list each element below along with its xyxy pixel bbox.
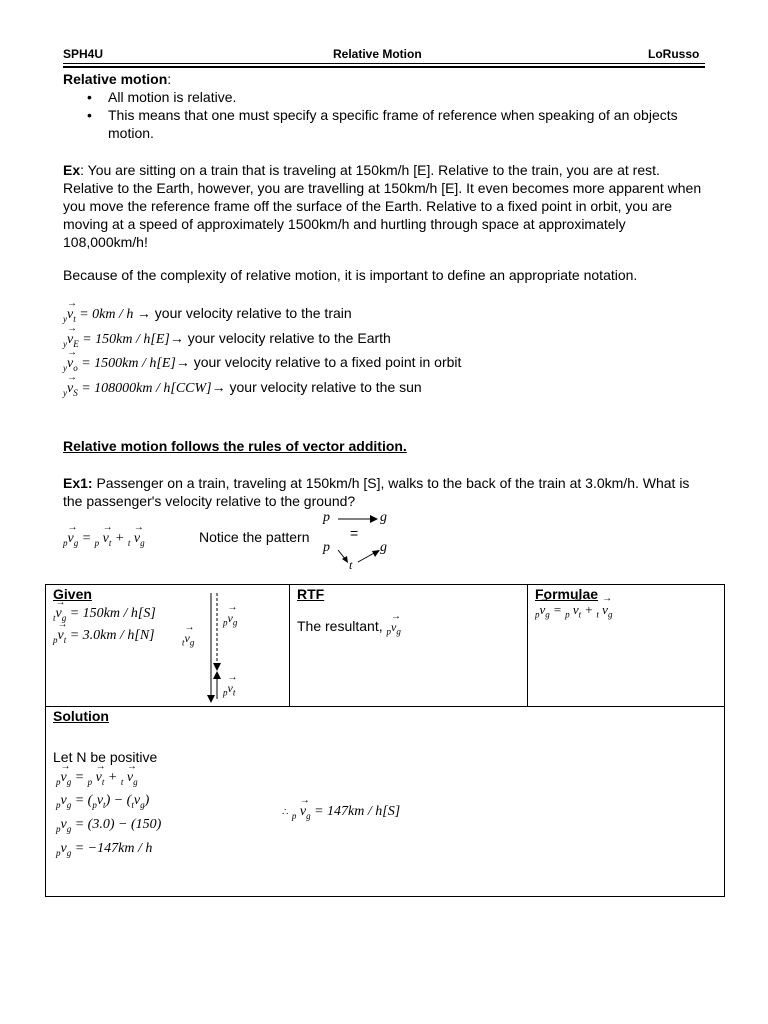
intro-bullet-list <box>63 88 703 142</box>
notation-row-orbit <box>63 354 461 373</box>
bullet-item: • This means that one must specify a specific frame of reference when speaking of an objects motion. <box>63 106 703 142</box>
pattern-p-top: p <box>323 510 330 525</box>
velocity-description: your velocity relative to the train <box>150 305 352 321</box>
solution-cell <box>46 707 725 897</box>
rtf-heading: RTF <box>297 586 325 602</box>
notation-row-train <box>63 305 352 324</box>
arrow-right-icon: → <box>175 354 190 370</box>
ex1-text: Passenger on a train, traveling at 150km/h [S], walks to the back of the train at 3.0km/h. What is the passenger's velocity relative to the ground? <box>63 475 690 509</box>
velocity-value: = 1500km / h[E] <box>77 356 176 371</box>
arrow-right-icon: → <box>169 330 184 346</box>
rtf-text: The resultant, $_p\to v_g$ <box>297 618 520 636</box>
pattern-t: t <box>349 558 353 572</box>
formulae-cell <box>528 585 725 707</box>
given-cell <box>46 585 290 707</box>
velocity-description: your velocity relative to the Earth <box>183 330 391 346</box>
given-train-velocity: $_t\to v_g = 150km / h[S]$ <box>53 606 156 623</box>
notation-row-sun <box>63 379 422 398</box>
solution-step-4: $_pv_g = -147km / h$ <box>56 841 153 858</box>
given-heading: Given <box>53 586 92 602</box>
bullet-item: • All motion is relative. <box>63 88 703 106</box>
arrow-right-icon: → <box>211 379 226 395</box>
solution-assumption: Let N be positive <box>53 749 158 765</box>
pattern-g-bottom: g <box>380 540 387 555</box>
example-text: : You are sitting on a train that is traveling at 150km/h [E]. Relative to the train, you are at rest. Relative to the Earth, however, you are travelling at 150km/h [E]. It even becomes more apparent when you move the reference frame off the surface of the Earth. Relative to a fixed point in orbit, you are moving at a speed of approximately 1500km/h and hurtling through space at approximately 108,000km/h! <box>63 162 702 250</box>
diagram-label-tvg: $_t\to v_g$ <box>182 631 194 647</box>
solution-heading: Solution <box>53 708 109 724</box>
velocity-symbol: $_y\to v_t$ <box>63 307 76 322</box>
given-passenger-velocity: $_p\to v_t = 3.0km / h[N]$ <box>53 628 155 645</box>
heading-colon: : <box>167 71 172 87</box>
notation-intro: Because of the complexity of relative motion, it is important to define an appropriate notation. <box>63 267 638 283</box>
solution-step-2: $_pv_g = (_pv_t) - (_tv_g)$ <box>56 793 150 810</box>
pattern-equals: = <box>350 525 359 541</box>
solution-step-1: $_p\to v_g = _p \to v_t + _t \to v_g$ <box>56 770 138 787</box>
notation-row-earth <box>63 330 391 349</box>
heading-text: Relative motion <box>63 71 168 87</box>
ex1-paragraph <box>63 474 703 510</box>
velocity-symbol: $_y\to v_S$ <box>63 381 78 396</box>
rtf-cell <box>290 585 528 707</box>
velocity-description: your velocity relative to a fixed point in orbit <box>189 354 462 370</box>
pattern-label: Notice the pattern <box>199 529 310 545</box>
pattern-arrows-bottom <box>336 548 386 568</box>
pattern-p-bottom: p <box>323 540 330 555</box>
ex1-formula: $_p\to v_g = _p \to v_t + _t \to v_g$ <box>63 531 145 548</box>
velocity-value: = 0km / h <box>75 307 137 322</box>
section-heading-relative-motion <box>63 70 171 88</box>
velocity-value: = 150km / h[E] <box>78 332 170 347</box>
velocity-symbol: $_y\to v_E$ <box>63 332 79 347</box>
header-title: Relative Motion <box>333 47 422 61</box>
vector-addition-heading: Relative motion follows the rules of vector addition. <box>63 438 407 454</box>
velocity-symbol: $_y\to v_o$ <box>63 356 78 371</box>
arrow-right-icon: → <box>136 305 151 321</box>
formulae-heading: Formulae <box>535 586 599 602</box>
header-rule-bottom <box>63 66 705 68</box>
solution-table <box>45 584 725 897</box>
pattern-g-top: g <box>380 510 387 525</box>
solution-step-3: $_pv_g = (3.0) - (150)$ <box>56 817 162 834</box>
ex1-label: Ex1: <box>63 475 93 491</box>
solution-answer: ∴ $_p \to v_g = 147km / h[S]$ <box>282 804 400 821</box>
diagram-label-pvt: $_p\to v_t$ <box>223 681 235 697</box>
velocity-value: = 108000km / h[CCW] <box>77 381 212 396</box>
header-rule-top <box>63 63 705 64</box>
header-author: LoRusso <box>648 47 700 61</box>
velocity-description: your velocity relative to the sun <box>225 379 422 395</box>
diagram-label-pvg: $_p\to v_g$ <box>223 611 237 627</box>
header-course: SPH4U <box>63 47 104 61</box>
formula-vector-addition: $_p\to v_g = _p \to v_t + _t \to v_g$ <box>535 602 717 620</box>
pattern-arrow-top <box>338 512 378 526</box>
example-label: Ex <box>63 162 81 178</box>
example-paragraph <box>63 161 703 251</box>
